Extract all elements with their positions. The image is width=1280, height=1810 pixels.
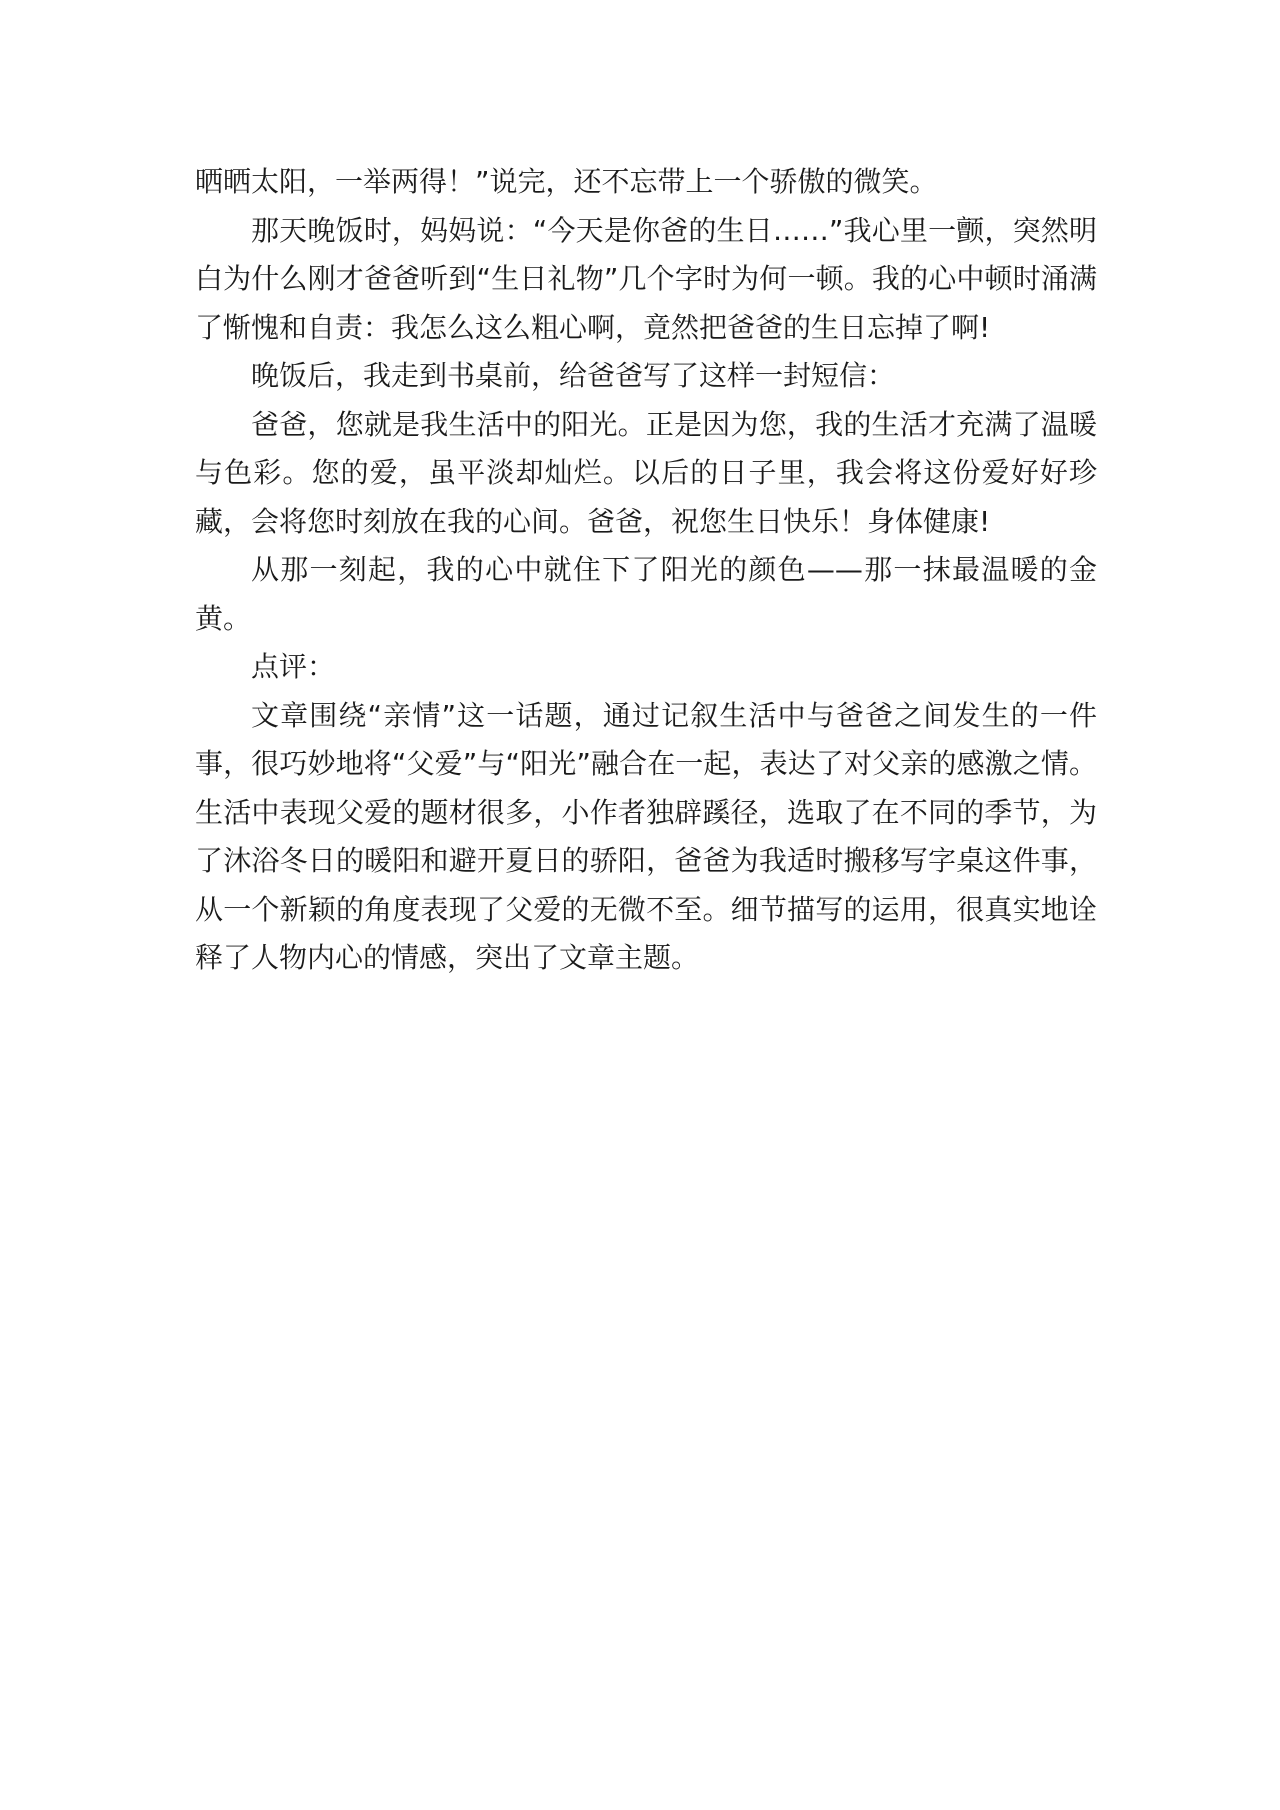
- paragraph-4: 爸爸，您就是我生活中的阳光。正是因为您，我的生活才充满了温暖与色彩。您的爱，虽平淡却灿烂。以后的日子里，我会将这份爱好好珍藏，会将您时刻放在我的心间。爸爸，祝您生日快乐！身体健康!: [195, 407, 1097, 538]
- paragraph-comment-body: 文章围绕“亲情”这一话题，通过记叙生活中与爸爸之间发生的一件事，很巧妙地将“父爱”与“阳光”融合在一起，表达了对父亲的感激之情。生活中表现父爱的题材很多，小作者独辟蹊径，选取了在不同的季节，为了沐浴冬日的暖阳和避开夏日的骄阳，爸爸为我适时搬移写字桌这件事，从一个新颖的角度表现了父爱的无微不至。细节描写的运用，很真实地诠释了人物内心的情感，突出了文章主题。: [195, 698, 1097, 974]
- paragraph-1: 晒晒太阳，一举两得！”说完，还不忘带上一个骄傲的微笑。: [195, 165, 938, 198]
- paragraph-5: 从那一刻起，我的心中就住下了阳光的颜色——那一抹最温暖的金黄。: [195, 553, 1097, 635]
- document-body: [195, 158, 1097, 983]
- paragraph-2: 那天晚饭时，妈妈说：“今天是你爸的生日……”我心里一颤，突然明白为什么刚才爸爸听到“生日礼物”几个字时为何一顿。我的心中顿时涌满了惭愧和自责：我怎么这么粗心啊，竟然把爸爸的生日忘掉了啊!: [195, 213, 1097, 344]
- paragraph-comment-heading: 点评：: [251, 650, 336, 683]
- paragraph-3: 晚饭后，我走到书桌前，给爸爸写了这样一封短信：: [251, 359, 896, 392]
